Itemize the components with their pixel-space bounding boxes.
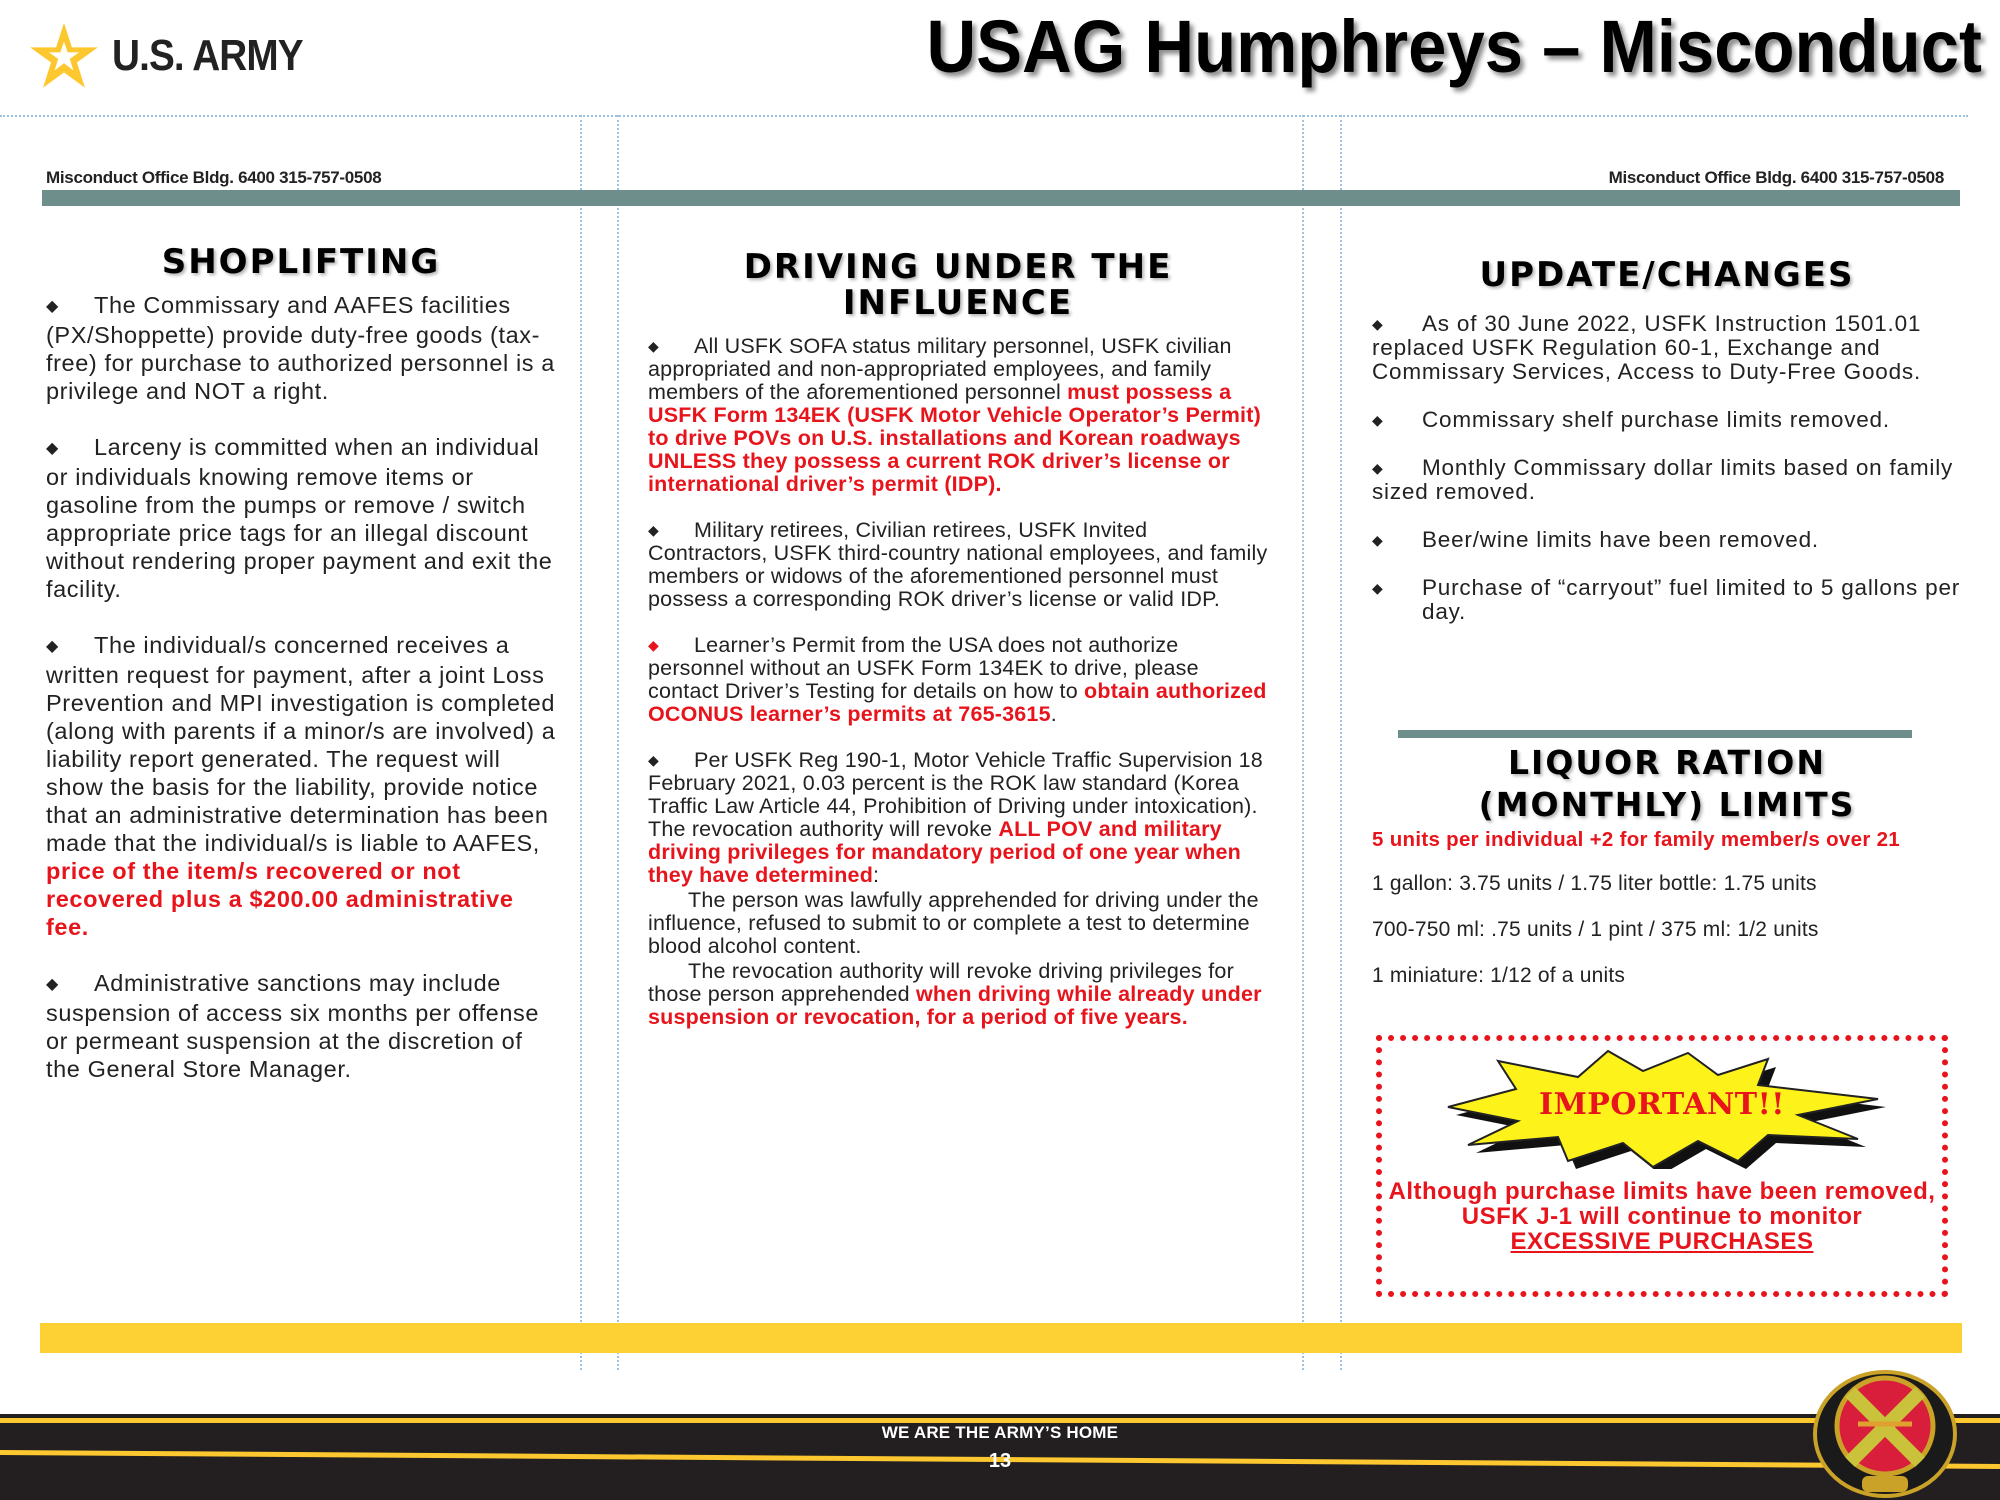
diamond-bullet-icon: ◆ [648,637,659,654]
update-bullet: ◆ As of 30 June 2022, USFK Instruction 1501.01 replaced USFK Regulation 60-1, Exchange and Commissary Services, Access to Duty-Free Goods. [1372,310,1922,384]
excessive-purchases-emphasis: EXCESSIVE PURCHASES [1510,1228,1814,1255]
diamond-bullet-icon: ◆ [46,439,59,457]
shoplifting-bullet: ◆ Larceny is committed when an individual or individuals knowing remove items or gasoline from the pumps or remove / switch appropriate price tags for an illegal discount without rendering proper payment and exit the facility. [46,433,553,602]
dui-bullet: ◆ Military retirees, Civilian retirees, USFK Invited Contractors, USFK third-country national employees, and family members or widows of the aforementioned personnel must possess a corresponding ROK driver’s license or valid IDP. [648,518,1268,612]
garrison-crest-icon [1812,1368,1958,1500]
shoplifting-bullet: ◆ Administrative sanctions may include suspension of access six months per offense or permeant suspension at the discretion of the General Store Manager. [46,969,540,1082]
diamond-bullet-icon: ◆ [1372,315,1384,332]
shoplifting-bullet: ◆ The Commissary and AAFES facilities (PX/Shoppette) provide duty-free goods (tax-free) for purchase to authorized personnel is a privilege and NOT a right. [46,291,555,404]
us-army-logo [28,20,329,92]
diamond-bullet-icon: ◆ [648,522,659,539]
guide-line-vertical [617,115,619,1370]
dui-apprehended-paragraph: The person was lawfully apprehended for driving under the influence, refused to submit to or complete a test to determine blood alcohol content. [648,888,1259,959]
updates-section [1372,255,1962,648]
dui-bullet: ◆ All USFK SOFA status military personnel, USFK civilian appropriated and non-appropriated employees, and family members of the aforementioned personnel must possess a USFK Form 134EK (USFK Motor Vehicle Operator’s Permit) to drive POVs on U.S. installations and Korean roadways UNLESS they possess a current ROK driver’s license or international driver’s permit (IDP). [648,334,1261,497]
update-bullet: ◆ Beer/wine limits have been removed. [1372,526,1819,552]
guide-line-horizontal [0,115,1968,117]
page-number: 13 [988,1450,1012,1472]
liquor-allowance: 5 units per individual +2 for family member/s over 21 [1372,828,1901,851]
shoplifting-section [46,242,556,1111]
shoplifting-bullet: ◆ The individual/s concerned receives a written request for payment, after a joint Loss Prevention and MPI investigation is completed (along with parents if a minor/s are involved) a liability report generated. The request will show the basis for the liability, provide notice that an administrative determination has been made that the individual/s is liable to AAFES, price of the item/s recovered or not recovered plus a $200.00 administrative fee. [46,631,556,940]
diamond-bullet-icon: ◆ [1372,579,1384,596]
important-message: Although purchase limits have been removed, USFK J-1 will continue to monitor EXCESSIVE PURCHASES [1382,1179,1942,1254]
liquor-heading: LIQUOR RATION (MONTHLY) LIMITS [1478,743,1856,824]
updates-heading: UPDATE/CHANGES [1479,255,1855,295]
diamond-bullet-icon: ◆ [648,752,659,769]
shoplifting-heading: SHOPLIFTING [161,242,441,282]
army-star-icon [28,20,100,92]
diamond-bullet-icon: ◆ [46,297,59,315]
diamond-bullet-icon: ◆ [46,975,59,993]
header-divider-bar [42,190,1960,206]
page-title: USAG Humphreys – Misconduct [926,5,1982,88]
footer-motto: WE ARE THE ARMY’S HOME [881,1423,1119,1442]
fee-warning: price of the item/s recovered or not recovered plus a $200.00 administrative fee. [46,857,514,940]
office-info-left: Misconduct Office Bldg. 6400 315-757-0508 [46,168,382,187]
dui-bullet: ◆ Learner’s Permit from the USA does not authorize personnel without an USFK Form 134EK to drive, please contact Driver’s Testing for details on how to obtain authorized OCONUS learner’s permits at 765-3615. [648,633,1267,727]
guide-line-vertical [1302,115,1304,1370]
update-bullet: ◆ Purchase of “carryout” fuel limited to 5 gallons per day. [1372,574,1961,624]
important-label: IMPORTANT!! [1539,1087,1785,1122]
dui-heading: DRIVING UNDER THE INFLUENCE [743,247,1173,323]
gold-band [40,1323,1962,1353]
liquor-ration-section [1372,742,1962,988]
guide-line-vertical [580,115,582,1370]
dui-revocation-paragraph: The revocation authority will revoke driving privileges for those person apprehended when driving while already under suspension or revocation, for a period of five years. [648,959,1262,1030]
liquor-unit-line: 1 miniature: 1/12 of a units [1372,964,1626,987]
diamond-bullet-icon: ◆ [1372,459,1384,476]
important-notice-box [1376,1035,1948,1297]
dui-section [648,247,1268,1030]
office-info-right: Misconduct Office Bldg. 6400 315-757-0508 [1608,168,1944,187]
diamond-bullet-icon: ◆ [1372,411,1384,428]
dui-bullet: ◆ Per USFK Reg 190-1, Motor Vehicle Traffic Supervision 18 February 2021, 0.03 percent is the ROK law standard (Korea Traffic Law Article 44, Prohibition of Driving under intoxication). The revocation authority will revoke ALL POV and military driving privileges for mandatory period of one year when they have determined: [648,748,1263,888]
update-bullet: ◆ Commissary shelf purchase limits removed. [1372,406,1890,432]
logo-wordmark: U.S. ARMY [112,31,303,80]
diamond-bullet-icon: ◆ [46,637,59,655]
liquor-unit-line: 1 gallon: 3.75 units / 1.75 liter bottle: 1.75 units [1372,872,1817,895]
diamond-bullet-icon: ◆ [648,338,659,355]
liquor-divider-bar [1398,730,1912,738]
diamond-bullet-icon: ◆ [1372,531,1384,548]
liquor-unit-line: 700-750 ml: .75 units / 1 pint / 375 ml: 1/2 units [1372,918,1819,941]
guide-line-vertical [1340,115,1342,1370]
update-bullet: ◆ Monthly Commissary dollar limits based on family sized removed. [1372,454,1954,504]
